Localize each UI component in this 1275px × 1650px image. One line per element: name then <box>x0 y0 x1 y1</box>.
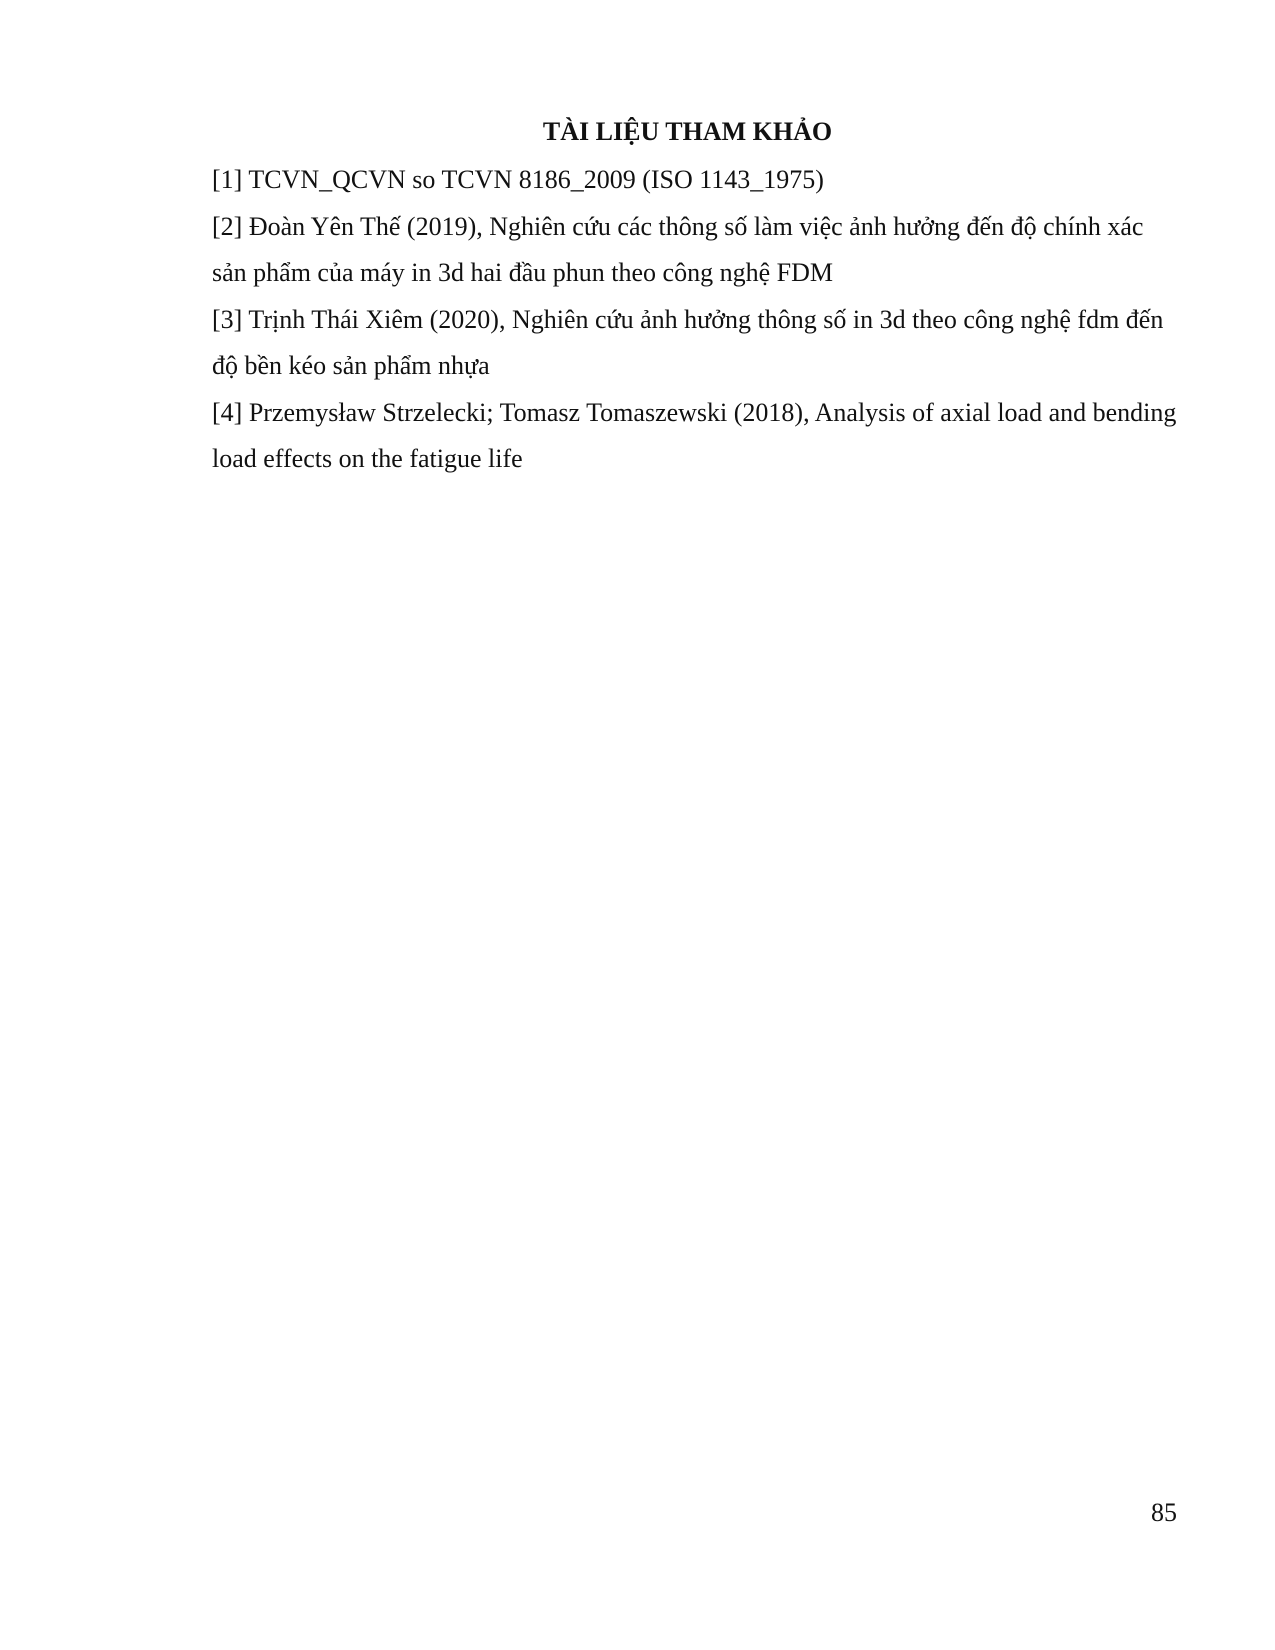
reference-item-1: [1] TCVN_QCVN so TCVN 8186_2009 (ISO 1143_1975) <box>212 165 824 194</box>
page-title: TÀI LIỆU THAM KHẢO <box>542 117 833 146</box>
reference-item-3: [3] Trịnh Thái Xiêm (2020), Nghiên cứu ảnh hưởng thông số in 3d theo công nghệ fdm đến độ bền kéo sản phẩm nhựa <box>212 304 1164 380</box>
reference-list <box>212 157 1180 483</box>
reference-item-4: [4] Przemysław Strzelecki; Tomasz Tomaszewski (2018), Analysis of axial load and bending load effects on the fatigue life <box>212 397 1177 473</box>
reference-item-2: [2] Đoàn Yên Thế (2019), Nghiên cứu các thông số làm việc ảnh hưởng đến độ chính xác sản phẩm của máy in 3d hai đầu phun theo công nghệ FDM <box>212 211 1144 287</box>
page-number: 85 <box>1151 1498 1177 1527</box>
